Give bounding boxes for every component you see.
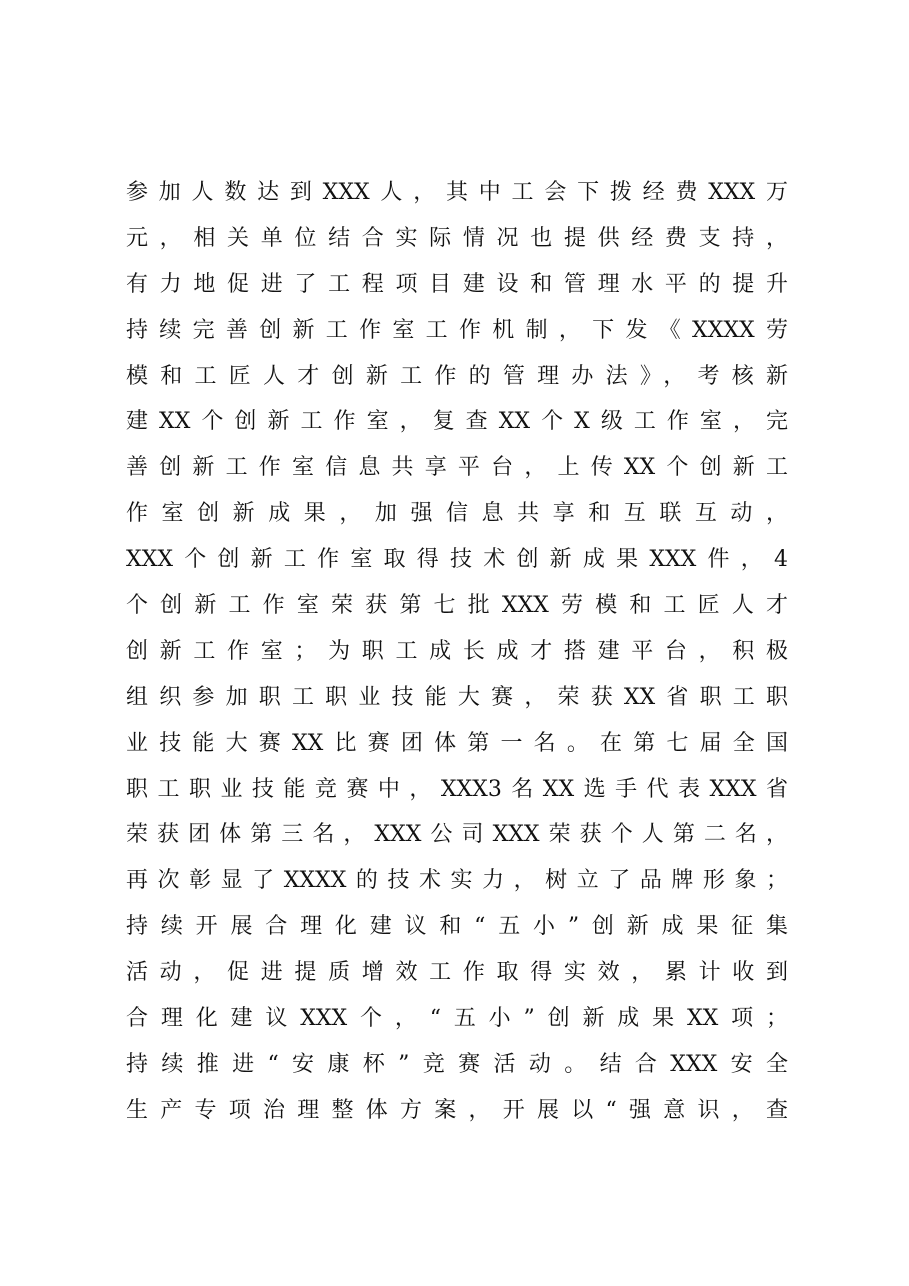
text-line: 生产专项治理整体方案，开展以“强意识，查 xyxy=(126,1097,788,1123)
text-line: 荣获团体第三名，XXX公司XXX荣获个人第二名， xyxy=(126,822,788,848)
text-line: XXX个创新工作室取得技术创新成果XXX件，4 xyxy=(126,547,788,573)
text-line: 个创新工作室荣获第七批XXX劳模和工匠人才 xyxy=(126,593,788,619)
text-line: 活动，促进提质增效工作取得实效，累计收到 xyxy=(126,960,788,986)
text-line: 作室创新成果，加强信息共享和互联互动， xyxy=(126,501,788,527)
text-line: 再次彰显了XXXX的技术实力，树立了品牌形象； xyxy=(126,868,788,894)
text-line: 持续完善创新工作室工作机制，下发《XXXX劳 xyxy=(126,317,788,343)
text-line: 参加人数达到XXX人，其中工会下拨经费XXX万 xyxy=(126,180,788,205)
text-line: 职工职业技能竞赛中，XXX3名XX选手代表XXX省 xyxy=(126,776,788,802)
text-line: 有力地促进了工程项目建设和管理水平的提升 xyxy=(126,271,788,297)
text-line: 元，相关单位结合实际情况也提供经费支持， xyxy=(126,225,788,251)
body-paragraph xyxy=(126,170,788,1134)
text-line: 合理化建议XXX个，“五小”创新成果XX项； xyxy=(126,1006,788,1032)
text-line: 持续开展合理化建议和“五小”创新成果征集 xyxy=(126,914,788,940)
text-line: 建XX个创新工作室，复查XX个X级工作室，完 xyxy=(126,409,788,435)
text-line: 创新工作室；为职工成长成才搭建平台，积极 xyxy=(126,638,788,664)
text-line: 业技能大赛XX比赛团体第一名。在第七届全国 xyxy=(126,730,788,756)
text-line: 持续推进“安康杯”竞赛活动。结合XXX安全 xyxy=(126,1051,788,1077)
text-line: 善创新工作室信息共享平台，上传XX个创新工 xyxy=(126,455,788,481)
text-line: 模和工匠人才创新工作的管理办法》，考核新 xyxy=(126,363,788,389)
text-line: 组织参加职工职业技能大赛，荣获XX省职工职 xyxy=(126,684,788,710)
